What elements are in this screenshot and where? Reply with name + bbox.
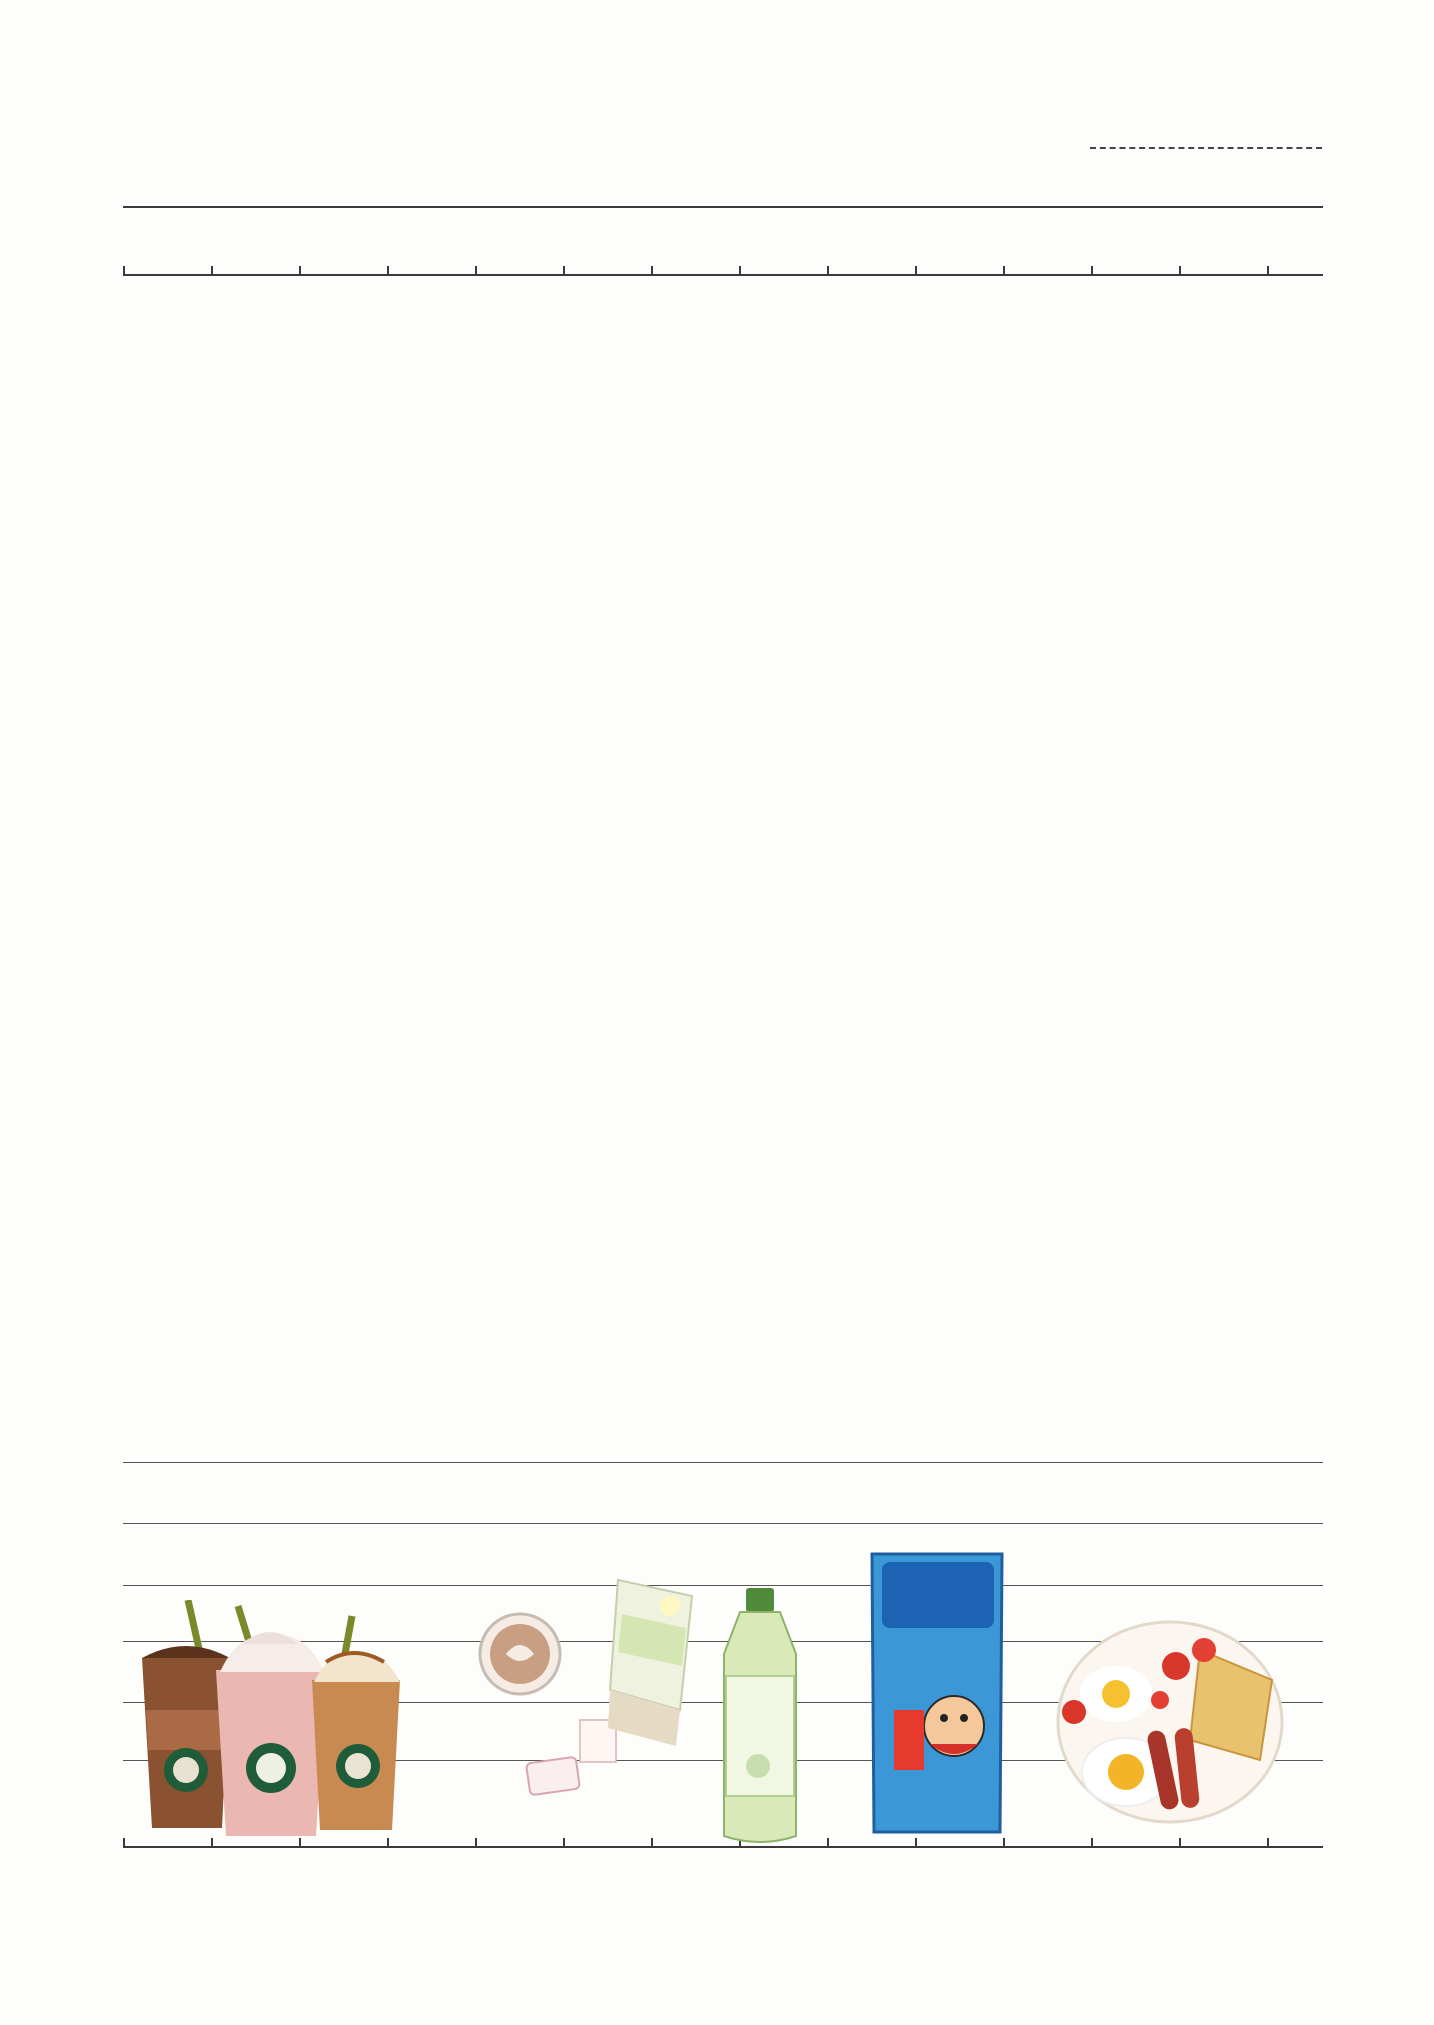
- top-ruled-line: [123, 274, 1323, 276]
- blank-line: [123, 1462, 1323, 1463]
- green-tea-bottle-illustration: [700, 1580, 820, 1850]
- breakfast-plate-illustration: [1050, 1610, 1290, 1840]
- starbucks-drinks-illustration: [130, 1600, 430, 1840]
- header-rule: [123, 206, 1323, 208]
- blank-line: [123, 1523, 1323, 1524]
- latte-sandwich-illustration: [470, 1570, 720, 1840]
- no-field-dashed-line: [1090, 147, 1322, 149]
- ice-pop-wrapper-illustration: [868, 1550, 1008, 1840]
